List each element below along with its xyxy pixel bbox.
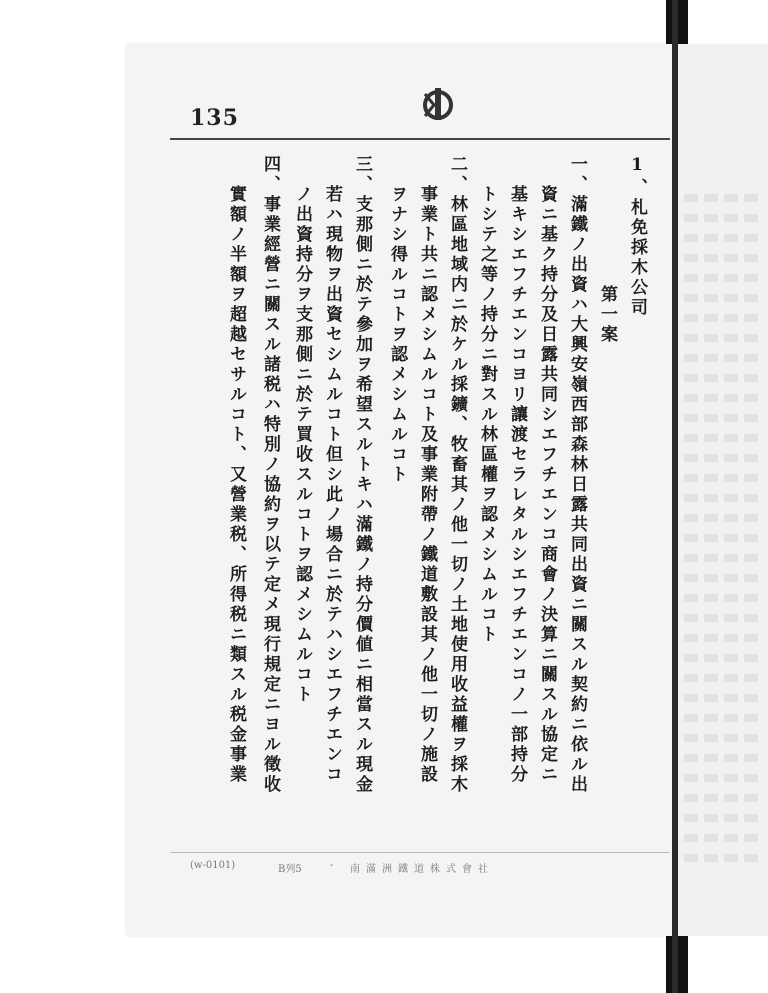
- footer-rule: [170, 852, 670, 853]
- text-column-10: ノ出資持分ヲ支那側ニ於テ買收スルコトヲ認メシムルコト: [292, 185, 312, 705]
- footer-form-code: (w-0101): [190, 860, 236, 871]
- text-column-7: ヲナシ得ルコトヲ認メシムルコト: [387, 185, 407, 485]
- company-logo-icon: [418, 86, 458, 122]
- text-column-4: トシテ之等ノ持分ニ對スル林區權ヲ認メシムルコト: [477, 185, 497, 645]
- footer-dash: -: [330, 860, 334, 871]
- text-column-8: 三、支那側ニ於テ參加ヲ希望スルトキハ滿鐵ノ持分價値ニ相當スル現金: [352, 155, 372, 795]
- text-column-12: 實額ノ半額ヲ超越セサルコト、又營業税、所得税ニ類スル税金事業: [226, 185, 246, 785]
- text-column-3: 基キシエフチエンコヨリ讓渡セラレタルシエフチエンコノ一部持分: [507, 185, 527, 785]
- text-column-11: 四、事業經營ニ關スル諸税ハ特別ノ協約ヲ以テ定メ現行規定ニヨル徵收: [260, 155, 280, 795]
- text-column-2: 資ニ基ク持分及日露共同シエフチエンコ商會ノ決算ニ關スル協定ニ: [537, 185, 557, 785]
- footer-publisher: 南滿洲鐵道株式會社: [350, 864, 494, 875]
- adjacent-page: [678, 44, 768, 936]
- page-number: 135: [190, 105, 239, 131]
- heading: 1、札免採木公司: [627, 155, 647, 318]
- footer-paper-size: B列5: [278, 864, 302, 875]
- text-column-5: 二、林區地域内ニ於ケル採鑛、牧畜其ノ他一切ノ土地使用收益權ヲ採木: [447, 155, 467, 795]
- header-rule: [170, 138, 670, 140]
- subheading: 第一案: [597, 285, 617, 345]
- text-column-9: 若ハ現物ヲ出資セシムルコト但シ此ノ場合ニ於テハシエフチエンコ: [322, 185, 342, 785]
- text-column-1: 一、滿鐵ノ出資ハ大興安嶺西部森林日露共同出資ニ關スル契約ニ依ル出: [567, 155, 587, 795]
- text-column-6: 事業ト共ニ認メシムルコト及事業附帶ノ鐵道敷設其ノ他一切ノ施設: [417, 185, 437, 785]
